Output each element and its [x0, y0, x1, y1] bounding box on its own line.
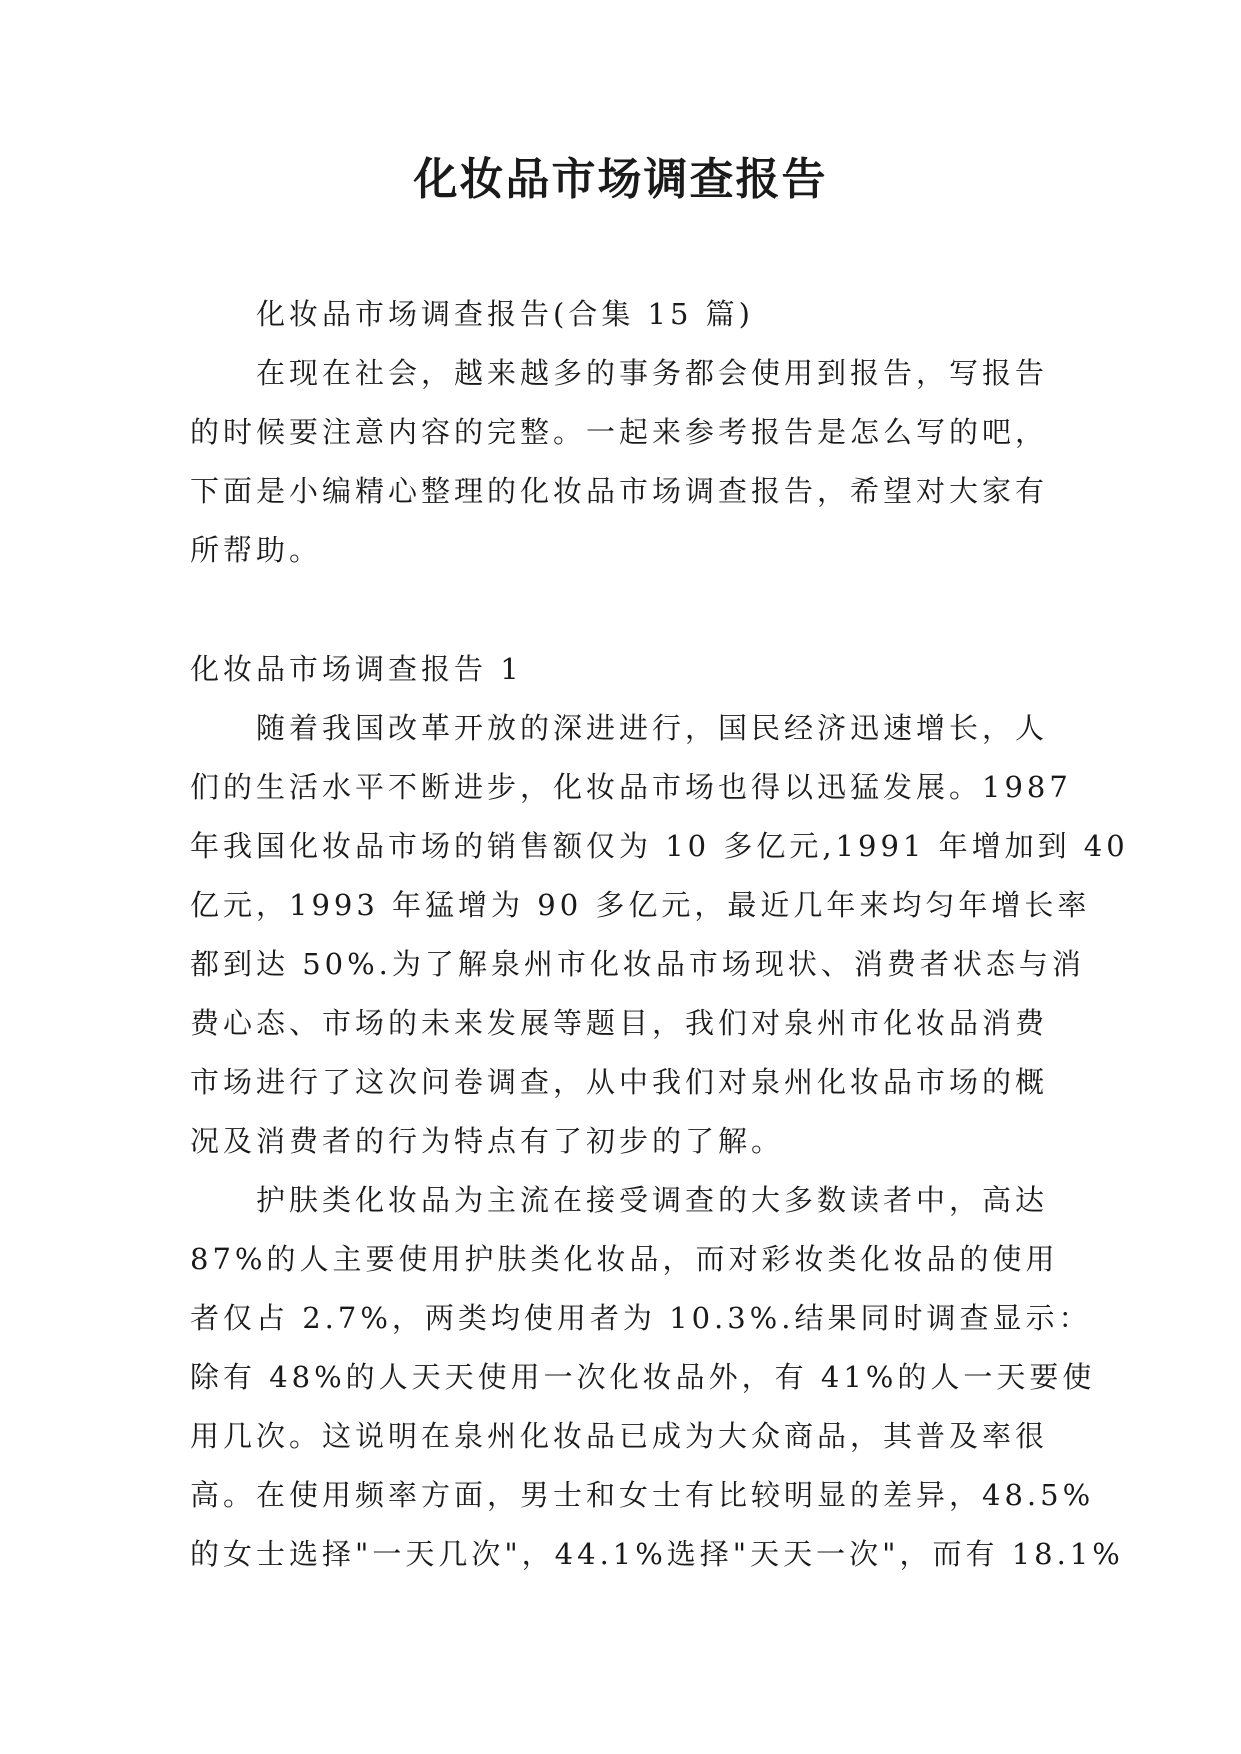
- paragraph-line: 随着我国改革开放的深进进行，国民经济迅速增长，人: [256, 711, 1049, 745]
- paragraph-line: 年我国化妆品市场的销售额仅为 10 多亿元,1991 年增加到 40: [190, 829, 1129, 863]
- intro-paragraph-line: 下面是小编精心整理的化妆品市场调查报告，希望对大家有: [190, 474, 1049, 508]
- paragraph-line: 护肤类化妆品为主流在接受调查的大多数读者中，高达: [256, 1183, 1049, 1217]
- section-heading: 化妆品市场调查报告 1: [190, 652, 523, 686]
- intro-paragraph-line: 在现在社会，越来越多的事务都会使用到报告，写报告: [256, 356, 1049, 390]
- paragraph-line: 亿元，1993 年猛增为 90 多亿元，最近几年来均匀年增长率: [190, 888, 1091, 922]
- paragraph-line: 的女士选择"一天几次"，44.1%选择"天天一次"，而有 18.1%: [190, 1537, 1124, 1571]
- paragraph-line: 87%的人主要使用护肤类化妆品，而对彩妆类化妆品的使用: [190, 1242, 1059, 1276]
- paragraph-line: 费心态、市场的未来发展等题目，我们对泉州市化妆品消费: [190, 1006, 1049, 1040]
- paragraph-line: 都到达 50%.为了解泉州市化妆品市场现状、消费者状态与消: [190, 947, 1085, 981]
- paragraph-line: 市场进行了这次问卷调查，从中我们对泉州化妆品市场的概: [190, 1065, 1049, 1099]
- paragraph-line: 除有 48%的人天天使用一次化妆品外，有 41%的人一天要使: [190, 1360, 1096, 1394]
- section-spacer: [190, 580, 1070, 640]
- intro-paragraph-line: 所帮助。: [190, 533, 323, 567]
- document-title: 化妆品市场调查报告: [413, 154, 828, 205]
- document-body: [190, 285, 1129, 1584]
- paragraph-line: 用几次。这说明在泉州化妆品已成为大众商品，其普及率很: [190, 1419, 1049, 1453]
- paragraph-line: 们的生活水平不断进步，化妆品市场也得以迅猛发展。1987: [190, 770, 1072, 804]
- paragraph-line: 况及消费者的行为特点有了初步的了解。: [190, 1124, 785, 1158]
- paragraph-line: 高。在使用频率方面，男士和女士有比较明显的差异，48.5%: [190, 1478, 1095, 1512]
- subtitle-line: 化妆品市场调查报告(合集 15 篇): [256, 297, 754, 331]
- paragraph-line: 者仅占 2.7%，两类均使用者为 10.3%.结果同时调查显示：: [190, 1301, 1092, 1335]
- intro-paragraph-line: 的时候要注意内容的完整。一起来参考报告是怎么写的吧，: [190, 415, 1049, 449]
